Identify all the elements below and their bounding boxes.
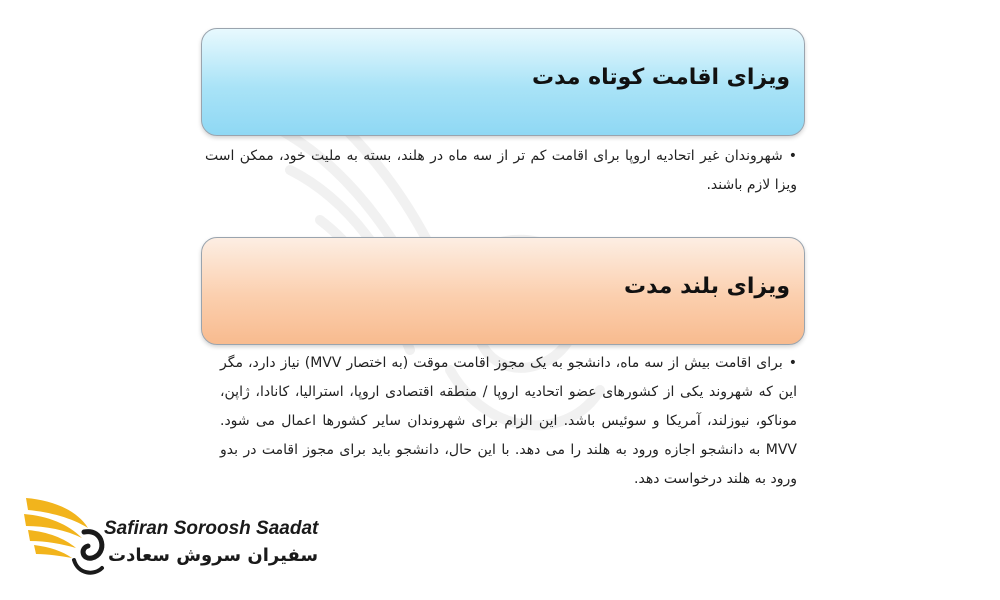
eagle-wing-logo-icon <box>22 488 112 583</box>
bullet-icon: • <box>788 148 797 164</box>
company-logo <box>22 488 319 583</box>
long-stay-visa-text: برای اقامت بیش از سه ماه، دانشجو به یک مجوز اقامت موقت (به اختصار MVV) نیاز دارد، مگر این که شهروند یکی از کشورهای عضو اتحادیه اروپا / منطقه اقتصادی اروپا، استرالیا، کانادا، ژاپن، موناکو، نیوزلند، آمریکا و سوئیس باشد. این الزام برای شهروندان سایر کشورها اعمال می شود. MVV به دانشجو اجازه ورود به هلند را می دهد. با این حال، دانشجو باید برای مجوز اقامت در بدو ورود به هلند درخواست دهد. <box>220 355 797 487</box>
long-stay-visa-description <box>220 349 797 494</box>
bullet-icon: • <box>788 355 797 371</box>
logo-text-persian: سفیران سروش سعادت <box>108 545 319 566</box>
long-stay-visa-header-box <box>201 237 805 345</box>
long-stay-visa-title: ویزای بلند مدت <box>623 274 790 299</box>
short-stay-visa-title: ویزای اقامت کوتاه مدت <box>532 65 790 90</box>
short-stay-visa-text: شهروندان غیر اتحادیه اروپا برای اقامت کم تر از سه ماه در هلند، بسته به ملیت خود، ممکن است ویزا لازم باشند. <box>205 148 797 193</box>
short-stay-visa-header-box <box>201 28 805 136</box>
short-stay-visa-description <box>205 142 797 200</box>
logo-text-english: Safiran Soroosh Saadat <box>104 518 319 539</box>
